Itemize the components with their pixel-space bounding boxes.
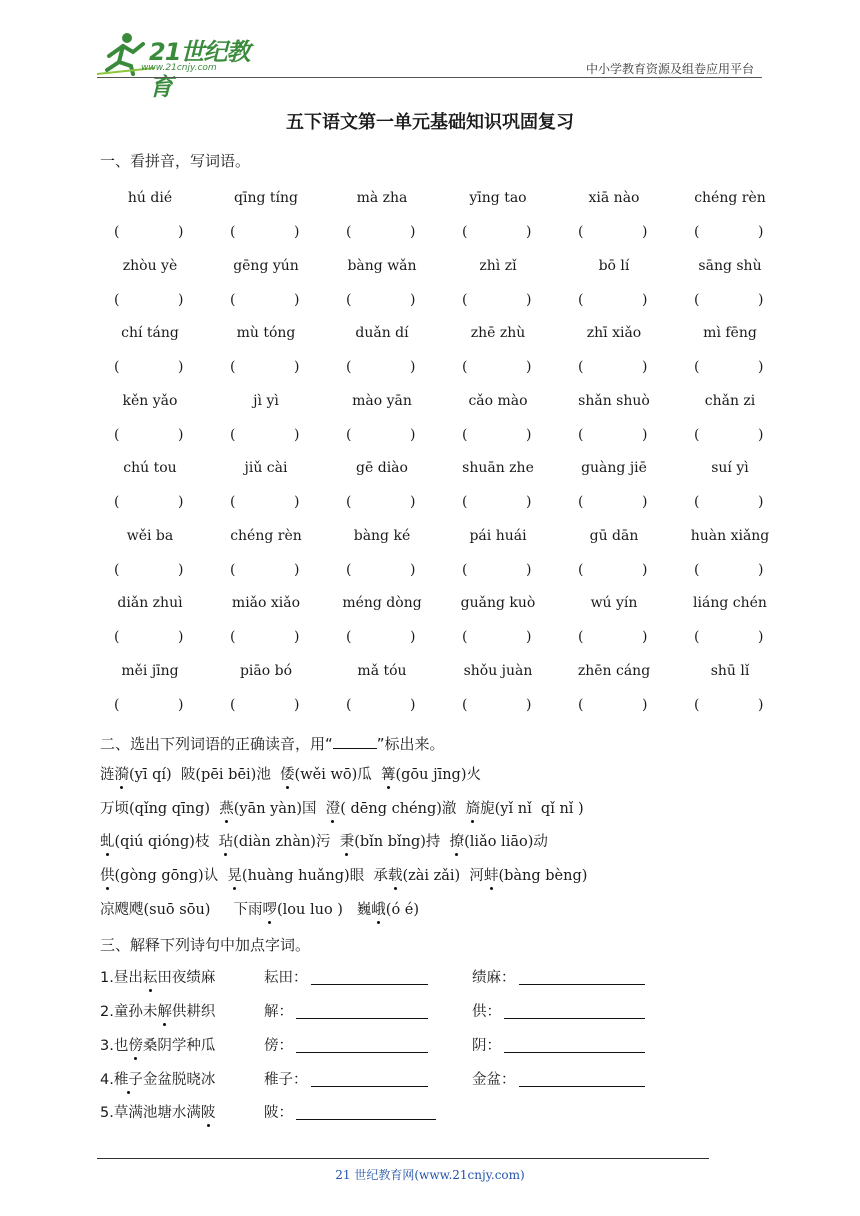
dotted-word: 耘: [143, 966, 158, 987]
paren-open: (: [578, 561, 584, 578]
dotted-char: 秉: [340, 830, 355, 851]
paren-open: (: [462, 696, 468, 713]
pinyin-label: zhī xiǎo: [586, 325, 642, 341]
dotted-char: 蚌: [484, 864, 499, 885]
paren-close: ): [410, 696, 416, 713]
paren-close: ): [178, 291, 184, 308]
line-text: (lou luo ) 巍: [277, 902, 372, 918]
pinyin-label: shuān zhe: [462, 460, 534, 476]
pinyin-label: mà zha: [356, 190, 408, 206]
paren-open: (: [578, 224, 584, 240]
dotted-char: 峨: [371, 898, 386, 919]
paren-close: ): [758, 359, 764, 375]
line-text: (ó é): [385, 902, 420, 918]
paren-close: ): [526, 561, 532, 578]
paren-open: (: [230, 494, 236, 510]
page-header: [97, 30, 762, 101]
item-number: 4.: [100, 1072, 114, 1088]
line-text: (gòng gōng)认: [114, 868, 228, 884]
pinyin-label: kěn yǎo: [122, 392, 178, 409]
line-text: 凉飕飕(suō sōu) 下雨: [100, 902, 263, 918]
dotted-word: 稚子: [114, 1068, 143, 1089]
pinyin-label: pái huái: [469, 527, 527, 544]
section2-heading: [100, 733, 445, 754]
pinyin-label: gēng yún: [233, 257, 299, 274]
poem-line: [100, 1068, 215, 1089]
paren-open: (: [114, 224, 120, 240]
paren-open: (: [346, 426, 352, 443]
paren-open: (: [346, 629, 352, 645]
dotted-char: 篝: [381, 763, 396, 784]
paren-open: (: [462, 291, 468, 308]
paren-close: ): [642, 696, 648, 713]
paren-open: (: [462, 224, 468, 240]
line-text: (wěi wō)瓜: [294, 767, 381, 783]
paren-open: (: [114, 291, 120, 308]
answer-line[interactable]: [296, 1017, 428, 1019]
dotted-char: 供: [100, 864, 115, 885]
pinyin-label: chú tou: [123, 460, 177, 476]
paren-close: ): [410, 561, 416, 578]
pinyin-label: duǎn dí: [355, 325, 409, 341]
paren-open: (: [114, 561, 120, 578]
item-number: 3.: [100, 1038, 114, 1054]
pinyin-label: guàng jiē: [581, 460, 647, 476]
paren-close: ): [294, 291, 300, 308]
paren-close: ): [294, 224, 300, 240]
footer-text: 21 世纪教育网(www.21cnjy.com): [335, 1168, 525, 1182]
dotted-char: 晃: [227, 864, 242, 885]
dotted-word: 解: [157, 1000, 172, 1021]
paren-close: ): [758, 291, 764, 308]
pinyin-label: mǎ tóu: [357, 662, 407, 679]
dotted-word: 傍: [128, 1034, 143, 1055]
paren-close: ): [410, 291, 416, 308]
paren-close: ): [178, 629, 184, 645]
pronunciation-line: [100, 898, 419, 919]
paren-open: (: [694, 494, 700, 510]
paren-close: ): [294, 426, 300, 443]
paren-open: (: [114, 426, 120, 443]
dotted-char: 澄: [326, 797, 341, 818]
paren-open: (: [578, 494, 584, 510]
logo: [97, 30, 267, 101]
dotted-char: 虬: [100, 830, 115, 851]
section2-heading-pre: 二、选出下列词语的正确读音，用“: [100, 735, 333, 753]
platform-label: 中小学教育资源及组卷应用平台: [585, 62, 754, 76]
paren-open: (: [230, 629, 236, 645]
pinyin-label: bō lí: [598, 257, 630, 274]
paren-close: ): [642, 291, 648, 308]
paren-open: (: [114, 359, 120, 375]
line-text: (yān yàn)国: [233, 801, 326, 817]
paren-close: ): [642, 561, 648, 578]
pinyin-label: sāng shù: [698, 257, 762, 274]
pinyin-label: zhòu yè: [122, 257, 178, 274]
answer-label: 金盆：: [472, 1072, 516, 1088]
answer-label: 傍：: [264, 1038, 293, 1054]
line-text: 涟: [100, 767, 115, 783]
paren-open: (: [694, 359, 700, 375]
dotted-char: 载: [388, 864, 403, 885]
answer-label: 解：: [264, 1004, 293, 1020]
line-text: (zài zǎi) 河: [402, 868, 484, 884]
answer-line[interactable]: [311, 1085, 428, 1087]
pronunciation-line: [100, 864, 587, 885]
paren-open: (: [694, 561, 700, 578]
paren-open: (: [114, 696, 120, 713]
pinyin-label: gū dān: [589, 527, 639, 544]
line-text: (bàng bèng): [498, 868, 588, 884]
poem-line: [100, 1101, 215, 1122]
pinyin-label: zhì zǐ: [479, 257, 517, 274]
paren-open: (: [230, 426, 236, 443]
pinyin-label: huàn xiǎng: [690, 527, 770, 544]
pinyin-label: chǎn zi: [704, 392, 756, 409]
pinyin-label: chéng rèn: [230, 527, 302, 544]
pinyin-label: jì yì: [253, 392, 279, 409]
paren-open: (: [230, 291, 236, 308]
pinyin-label: qīng tíng: [234, 190, 298, 206]
poem-text: 金盆脱晓冰: [142, 1072, 216, 1088]
paren-close: ): [178, 494, 184, 510]
dotted-char: 燕: [219, 797, 234, 818]
pronunciation-line: [100, 830, 548, 851]
header-divider: [97, 77, 762, 78]
pinyin-label: zhē zhù: [470, 325, 526, 341]
paren-open: (: [346, 224, 352, 240]
paren-open: (: [114, 494, 120, 510]
line-text: 旎(yǐ nǐ qǐ nǐ ): [480, 801, 584, 817]
poem-text: 童孙未: [113, 1004, 158, 1020]
paren-close: ): [410, 426, 416, 443]
paren-close: ): [642, 494, 648, 510]
paren-open: (: [462, 426, 468, 443]
paren-open: (: [346, 359, 352, 375]
pronunciation-line: [100, 763, 481, 784]
answer-line[interactable]: [504, 1051, 645, 1053]
paren-close: ): [294, 494, 300, 510]
pinyin-label: liáng chén: [693, 595, 767, 611]
line-text: 万顷(qǐng qīng): [100, 801, 220, 817]
paren-close: ): [178, 224, 184, 240]
paren-close: ): [178, 696, 184, 713]
pinyin-label: chéng rèn: [694, 190, 766, 206]
section3-heading: 三、解释下列诗句中加点字词。: [100, 936, 311, 954]
paren-close: ): [526, 359, 532, 375]
answer-line[interactable]: [296, 1118, 436, 1120]
line-text: (liǎo liāo)动: [464, 834, 548, 850]
paren-close: ): [642, 359, 648, 375]
answer-line[interactable]: [519, 1085, 645, 1087]
pinyin-label: jiǔ cài: [244, 460, 288, 476]
paren-close: ): [294, 561, 300, 578]
pinyin-label: chí táng: [121, 325, 179, 341]
paren-open: (: [230, 696, 236, 713]
pinyin-label: gē diào: [356, 460, 408, 476]
paren-open: (: [578, 291, 584, 308]
paren-close: ): [758, 696, 764, 713]
paren-close: ): [526, 494, 532, 510]
section2-heading-post: ”标出来。: [376, 735, 445, 753]
pinyin-label: mì fēng: [703, 325, 757, 341]
paren-open: (: [462, 629, 468, 645]
poem-text: 桑阴学种瓜: [142, 1038, 216, 1054]
dotted-word: 陂: [201, 1101, 216, 1122]
paren-open: (: [230, 561, 236, 578]
answer-label: 稚子：: [264, 1072, 308, 1088]
answer-line[interactable]: [504, 1017, 645, 1019]
answer-label: 供：: [472, 1004, 501, 1020]
dotted-char: 啰: [263, 898, 278, 919]
paren-open: (: [462, 561, 468, 578]
line-text: (qiú qióng)枝: [114, 834, 219, 850]
paren-close: ): [410, 224, 416, 240]
paren-open: (: [346, 696, 352, 713]
item-number: 2.: [100, 1004, 114, 1020]
pinyin-label: xiā nào: [588, 190, 640, 206]
answer-label: 绩麻：: [472, 970, 516, 986]
paren-open: (: [114, 629, 120, 645]
footer-divider: [97, 1158, 709, 1159]
paren-open: (: [694, 696, 700, 713]
dotted-char: 撩: [450, 830, 465, 851]
answer-line[interactable]: [296, 1051, 428, 1053]
paren-close: ): [642, 426, 648, 443]
pinyin-label: mào yān: [352, 392, 412, 409]
item-number: 1.: [100, 970, 114, 986]
section1-heading: 一、看拼音，写词语。: [100, 152, 251, 170]
dotted-char: 玷: [219, 830, 234, 851]
answer-line[interactable]: [311, 983, 428, 985]
pinyin-label: wú yín: [590, 595, 638, 611]
pinyin-label: piāo bó: [239, 662, 293, 679]
paren-close: ): [526, 629, 532, 645]
dotted-char: 倭: [280, 763, 295, 784]
pinyin-label: yīng tao: [469, 190, 527, 206]
paren-close: ): [526, 291, 532, 308]
poem-text: 昼出: [113, 970, 143, 986]
poem-text: 田夜绩麻: [157, 970, 216, 986]
line-text: (bǐn bǐng)持: [354, 834, 450, 850]
paren-open: (: [230, 224, 236, 240]
paren-close: ): [526, 696, 532, 713]
poem-text: 供耕织: [171, 1004, 216, 1020]
pronunciation-line: [100, 797, 584, 818]
paren-close: ): [178, 359, 184, 375]
pinyin-label: diǎn zhuì: [117, 595, 183, 611]
poem-line: [100, 966, 215, 987]
pinyin-label: zhēn cáng: [577, 662, 651, 679]
paren-close: ): [642, 224, 648, 240]
pinyin-label: miǎo xiǎo: [231, 595, 301, 611]
paren-open: (: [230, 359, 236, 375]
pinyin-label: bàng wǎn: [347, 257, 417, 274]
paren-close: ): [410, 629, 416, 645]
dotted-char: 漪: [115, 763, 130, 784]
paren-close: ): [758, 426, 764, 443]
paren-open: (: [694, 291, 700, 308]
pinyin-label: měi jīng: [121, 662, 179, 679]
page-title: 五下语文第一单元基础知识巩固复习: [286, 112, 574, 133]
paren-open: (: [346, 561, 352, 578]
paren-close: ): [410, 494, 416, 510]
poem-line: [100, 1034, 215, 1055]
paren-open: (: [462, 359, 468, 375]
poem-text: 也: [113, 1038, 129, 1054]
paren-open: (: [578, 359, 584, 375]
pinyin-label: mù tóng: [236, 325, 296, 341]
line-text: (yī qí) 陂: [129, 767, 196, 783]
pinyin-label: cǎo mào: [468, 392, 528, 409]
answer-label: 陂：: [264, 1105, 293, 1121]
poem-text: 草满池塘水满: [113, 1105, 201, 1121]
paren-close: ): [526, 426, 532, 443]
logo-text: 21世纪教育: [149, 38, 250, 101]
paren-close: ): [758, 494, 764, 510]
paren-open: (: [578, 629, 584, 645]
line-text: (gōu jīng)火: [395, 767, 481, 783]
item-number: 5.: [100, 1105, 114, 1121]
paren-open: (: [578, 426, 584, 443]
logo-url: www.21cnjy.com: [141, 63, 217, 73]
pinyin-label: shǎn shuò: [578, 392, 650, 409]
paren-open: (: [346, 291, 352, 308]
pinyin-label: méng dòng: [342, 595, 422, 611]
paren-close: ): [294, 359, 300, 375]
poem-line: [100, 1000, 215, 1021]
answer-line[interactable]: [519, 983, 645, 985]
dotted-char: 旖: [466, 797, 481, 818]
paren-close: ): [178, 561, 184, 578]
paren-close: ): [294, 629, 300, 645]
paren-close: ): [758, 561, 764, 578]
pinyin-label: bàng ké: [353, 527, 411, 544]
paren-open: (: [694, 426, 700, 443]
paren-open: (: [462, 494, 468, 510]
answer-label: 阴：: [472, 1038, 501, 1054]
paren-close: ): [758, 224, 764, 240]
paren-close: ): [642, 629, 648, 645]
paren-open: (: [694, 224, 700, 240]
paren-open: (: [346, 494, 352, 510]
paren-open: (: [694, 629, 700, 645]
pinyin-label: guǎng kuò: [460, 595, 536, 611]
answer-label: 耘田：: [264, 970, 308, 986]
paren-close: ): [294, 696, 300, 713]
paren-close: ): [758, 629, 764, 645]
pinyin-label: shū lǐ: [710, 662, 750, 679]
paren-close: ): [178, 426, 184, 443]
pinyin-label: shǒu juàn: [463, 662, 533, 679]
line-text: ( dēng chéng)澈: [340, 801, 466, 817]
paren-open: (: [578, 696, 584, 713]
paren-close: ): [410, 359, 416, 375]
pinyin-label: suí yì: [711, 460, 749, 476]
line-text: (pēi bēi)池: [195, 767, 281, 783]
line-text: (huàng huǎng)眼 承: [241, 868, 388, 884]
line-text: (diàn zhàn)污: [233, 834, 340, 850]
pinyin-label: wěi ba: [126, 527, 174, 544]
pinyin-label: hú dié: [127, 190, 173, 206]
underline-mark: [333, 736, 377, 749]
paren-close: ): [526, 224, 532, 240]
